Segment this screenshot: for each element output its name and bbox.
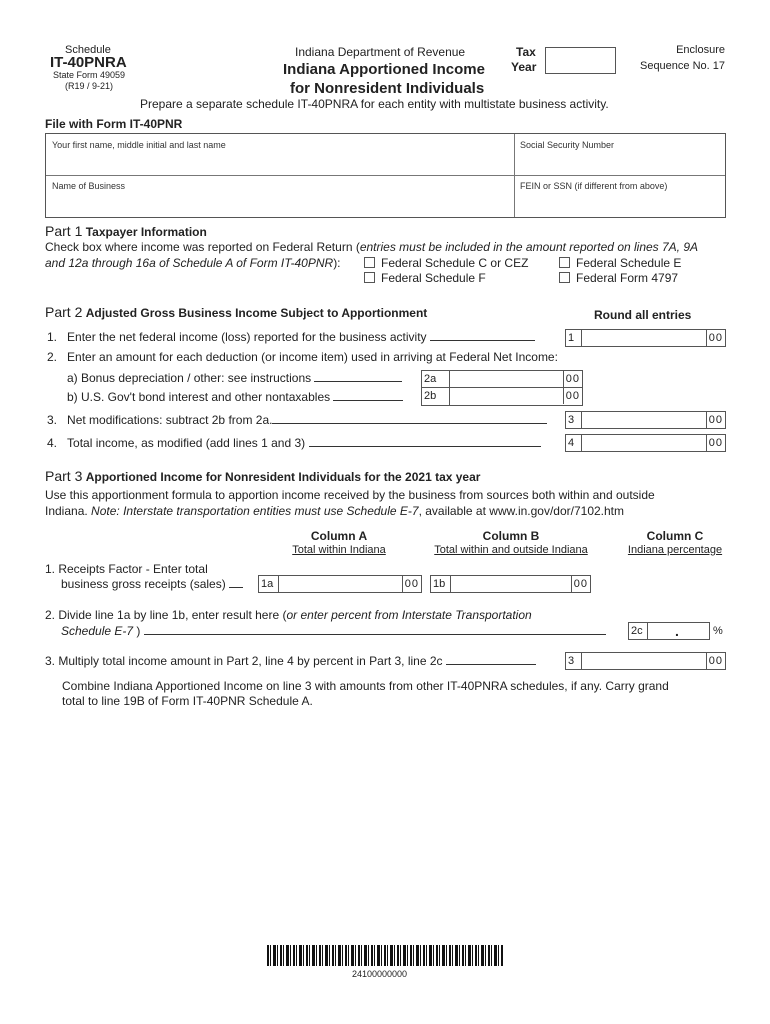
part3-intro-line1: Use this apportionment formula to apportion income received by the business from sources both within and outside <box>45 488 655 502</box>
text: ): <box>333 256 341 270</box>
part3-intro-line2 <box>45 505 624 517</box>
ssn-field[interactable] <box>516 152 724 173</box>
text-italic: entries must be included in the amount reported on lines 7A, 9A <box>359 240 699 254</box>
line-number-cell: 2a <box>422 371 450 387</box>
taxpayer-info-table <box>45 133 726 218</box>
leader-line <box>309 437 541 447</box>
leader-line <box>272 414 547 424</box>
text: , available at www.in.gov/dor/7102.htm <box>418 504 625 518</box>
column-title: Column B <box>482 529 540 543</box>
cents-label: 00 <box>402 576 419 592</box>
line-number-cell: 2b <box>422 388 450 405</box>
decimal-point: . <box>675 623 679 639</box>
cents-label: 00 <box>706 330 723 346</box>
part1-instruction-line2 <box>45 257 341 269</box>
cents-label: 00 <box>563 388 580 404</box>
column-subtitle: Indiana percentage <box>627 544 723 556</box>
percent-sign: % <box>713 625 723 637</box>
form-title-line1: Indiana Apportioned Income <box>283 61 485 78</box>
cents-label: 00 <box>571 576 588 592</box>
line-number-cell: 4 <box>566 435 582 451</box>
line-number: 4. <box>47 436 58 450</box>
leader-line <box>430 331 535 341</box>
text-italic: Note: Interstate transportation entities must use Schedule E-7 <box>91 504 419 518</box>
part1-label: Part 1 <box>45 223 83 239</box>
form-revision: (R19 / 9-21) <box>65 81 114 91</box>
fein-label: FEIN or SSN (if different from above) <box>520 181 668 191</box>
line-number-cell: 3 <box>566 412 582 428</box>
line3-amount-field[interactable] <box>565 411 726 429</box>
line2b-amount-field[interactable] <box>421 387 583 406</box>
line4-amount-field[interactable] <box>565 434 726 452</box>
line-text: Total income, as modified (add lines 1 and 3) <box>67 436 306 450</box>
ssn-label: Social Security Number <box>520 140 615 150</box>
year-label: Year <box>511 60 537 74</box>
part3-title: Apportioned Income for Nonresident Individuals for the 2021 tax year <box>85 470 481 484</box>
line-number-cell: 1b <box>431 576 451 592</box>
sequence-number: Sequence No. 17 <box>639 60 725 72</box>
line-number-cell: 3 <box>566 653 582 669</box>
line2a-amount-field[interactable] <box>421 370 583 388</box>
text-italic: Schedule E-7 <box>61 624 134 638</box>
line2b-label <box>67 391 403 403</box>
line-text: business gross receipts (sales) <box>61 577 226 591</box>
text: 2. Divide line 1a by line 1b, enter result here ( <box>45 608 287 622</box>
leader-line <box>314 372 402 382</box>
checkbox-schedule-e[interactable] <box>559 257 681 269</box>
line2-divide-label1 <box>45 609 532 621</box>
text: ) <box>133 624 141 638</box>
line-text: a) Bonus depreciation / other: see instructions <box>67 371 312 385</box>
line-text: Enter an amount for each deduction (or income item) used in arriving at Federal Net Income: <box>67 350 558 364</box>
part1-heading <box>45 224 207 238</box>
leader-line <box>333 391 403 401</box>
line-number: 2. <box>47 350 58 364</box>
line-number: 1. <box>47 330 58 344</box>
line1-amount-field[interactable] <box>565 329 726 347</box>
form-code: IT-40PNRA <box>50 54 127 71</box>
column-subtitle: Total within and outside Indiana <box>434 544 588 556</box>
schedule-label: Schedule <box>65 44 111 56</box>
leader-line <box>446 655 536 665</box>
barcode <box>267 945 503 966</box>
line-text: b) U.S. Gov't bond interest and other nontaxables <box>67 390 331 404</box>
business-name-field[interactable] <box>48 193 510 216</box>
text: Check box where income was reported on Federal Return ( <box>45 240 360 254</box>
line1a-amount-field[interactable] <box>258 575 422 593</box>
line3-label <box>47 414 547 426</box>
line-text: Enter the net federal income (loss) reported for the business activity <box>67 330 427 344</box>
part2-heading <box>45 305 427 319</box>
file-with-label: File with Form IT-40PNR <box>45 117 183 131</box>
row-divider <box>46 175 725 176</box>
line-number-cell: 1a <box>259 576 279 592</box>
column-title: Column C <box>646 529 704 543</box>
part2-label: Part 2 <box>45 304 83 320</box>
line2c-percent-field[interactable] <box>628 622 710 640</box>
checkbox-label: Federal Schedule F <box>381 271 486 285</box>
part1-title: Taxpayer Information <box>85 225 207 239</box>
checkbox-icon[interactable] <box>364 257 375 268</box>
line-text: Net modifications: subtract 2b from 2a. <box>67 413 273 427</box>
leader-line <box>144 625 606 635</box>
receipts-factor-line1: 1. Receipts Factor - Enter total <box>45 562 208 576</box>
receipts-factor-line2 <box>61 578 243 590</box>
barcode-number: 24100000000 <box>352 969 408 979</box>
text-italic: and 12a through 16a of Schedule A of Form IT-40PNR <box>45 256 334 270</box>
line1b-amount-field[interactable] <box>430 575 591 593</box>
column-c-header <box>620 530 730 556</box>
tax-year-field[interactable] <box>545 47 616 74</box>
name-label: Your first name, middle initial and last name <box>52 140 226 150</box>
round-entries-note: Round all entries <box>594 308 692 322</box>
business-name-label: Name of Business <box>52 181 126 191</box>
part2-title: Adjusted Gross Business Income Subject to Apportionment <box>85 306 428 320</box>
cents-label: 00 <box>706 653 723 669</box>
column-subtitle: Total within Indiana <box>292 544 386 556</box>
cents-label: 00 <box>706 412 723 428</box>
checkbox-icon[interactable] <box>364 272 375 283</box>
checkbox-label: Federal Form 4797 <box>576 271 679 285</box>
cents-label: 00 <box>706 435 723 451</box>
line4-label <box>47 437 541 449</box>
text: Indiana. <box>45 504 92 518</box>
department-name: Indiana Department of Revenue <box>295 45 466 59</box>
line3-multiply-label <box>45 655 536 667</box>
name-field[interactable] <box>48 152 510 173</box>
column-title: Column A <box>310 529 368 543</box>
checkbox-icon[interactable] <box>559 257 570 268</box>
line1-label <box>47 331 535 343</box>
leader-line <box>229 578 243 588</box>
line2-divide-label2 <box>61 625 606 637</box>
line3-apportioned-field[interactable] <box>565 652 726 670</box>
checkbox-label: Federal Schedule C or CEZ <box>381 256 529 270</box>
line-number-cell: 2c <box>629 623 648 639</box>
column-a-header <box>279 530 399 556</box>
part1-instruction-line1 <box>45 241 698 253</box>
checkbox-label: Federal Schedule E <box>576 256 682 270</box>
combine-instruction-line1: Combine Indiana Apportioned Income on line 3 with amounts from other IT-40PNRA schedules, if any. Carry grand <box>62 679 669 693</box>
text-italic: or enter percent from Interstate Transportation <box>286 608 532 622</box>
line2a-label <box>67 372 402 384</box>
state-form-number: State Form 49059 <box>53 70 126 80</box>
line-text: 3. Multiply total income amount in Part 2, line 4 by percent in Part 3, line 2c <box>45 654 443 668</box>
checkbox-schedule-c[interactable] <box>364 257 528 269</box>
tax-label: Tax <box>516 45 536 59</box>
checkbox-form-4797[interactable] <box>559 272 678 284</box>
cents-label: 00 <box>563 371 580 387</box>
part3-label: Part 3 <box>45 468 83 484</box>
checkbox-schedule-f[interactable] <box>364 272 486 284</box>
form-title-line2: for Nonresident Individuals <box>290 80 485 97</box>
instruction-text: Prepare a separate schedule IT-40PNRA for each entity with multistate business activity. <box>140 97 609 111</box>
fein-field[interactable] <box>516 193 724 216</box>
column-b-header <box>431 530 591 556</box>
enclosure-label: Enclosure <box>676 44 725 56</box>
part3-heading <box>45 469 480 483</box>
combine-instruction-line2: total to line 19B of Form IT-40PNR Schedule A. <box>62 694 313 708</box>
line2-label <box>47 351 558 363</box>
line-number-cell: 1 <box>566 330 582 346</box>
checkbox-icon[interactable] <box>559 272 570 283</box>
line-number: 3. <box>47 413 58 427</box>
